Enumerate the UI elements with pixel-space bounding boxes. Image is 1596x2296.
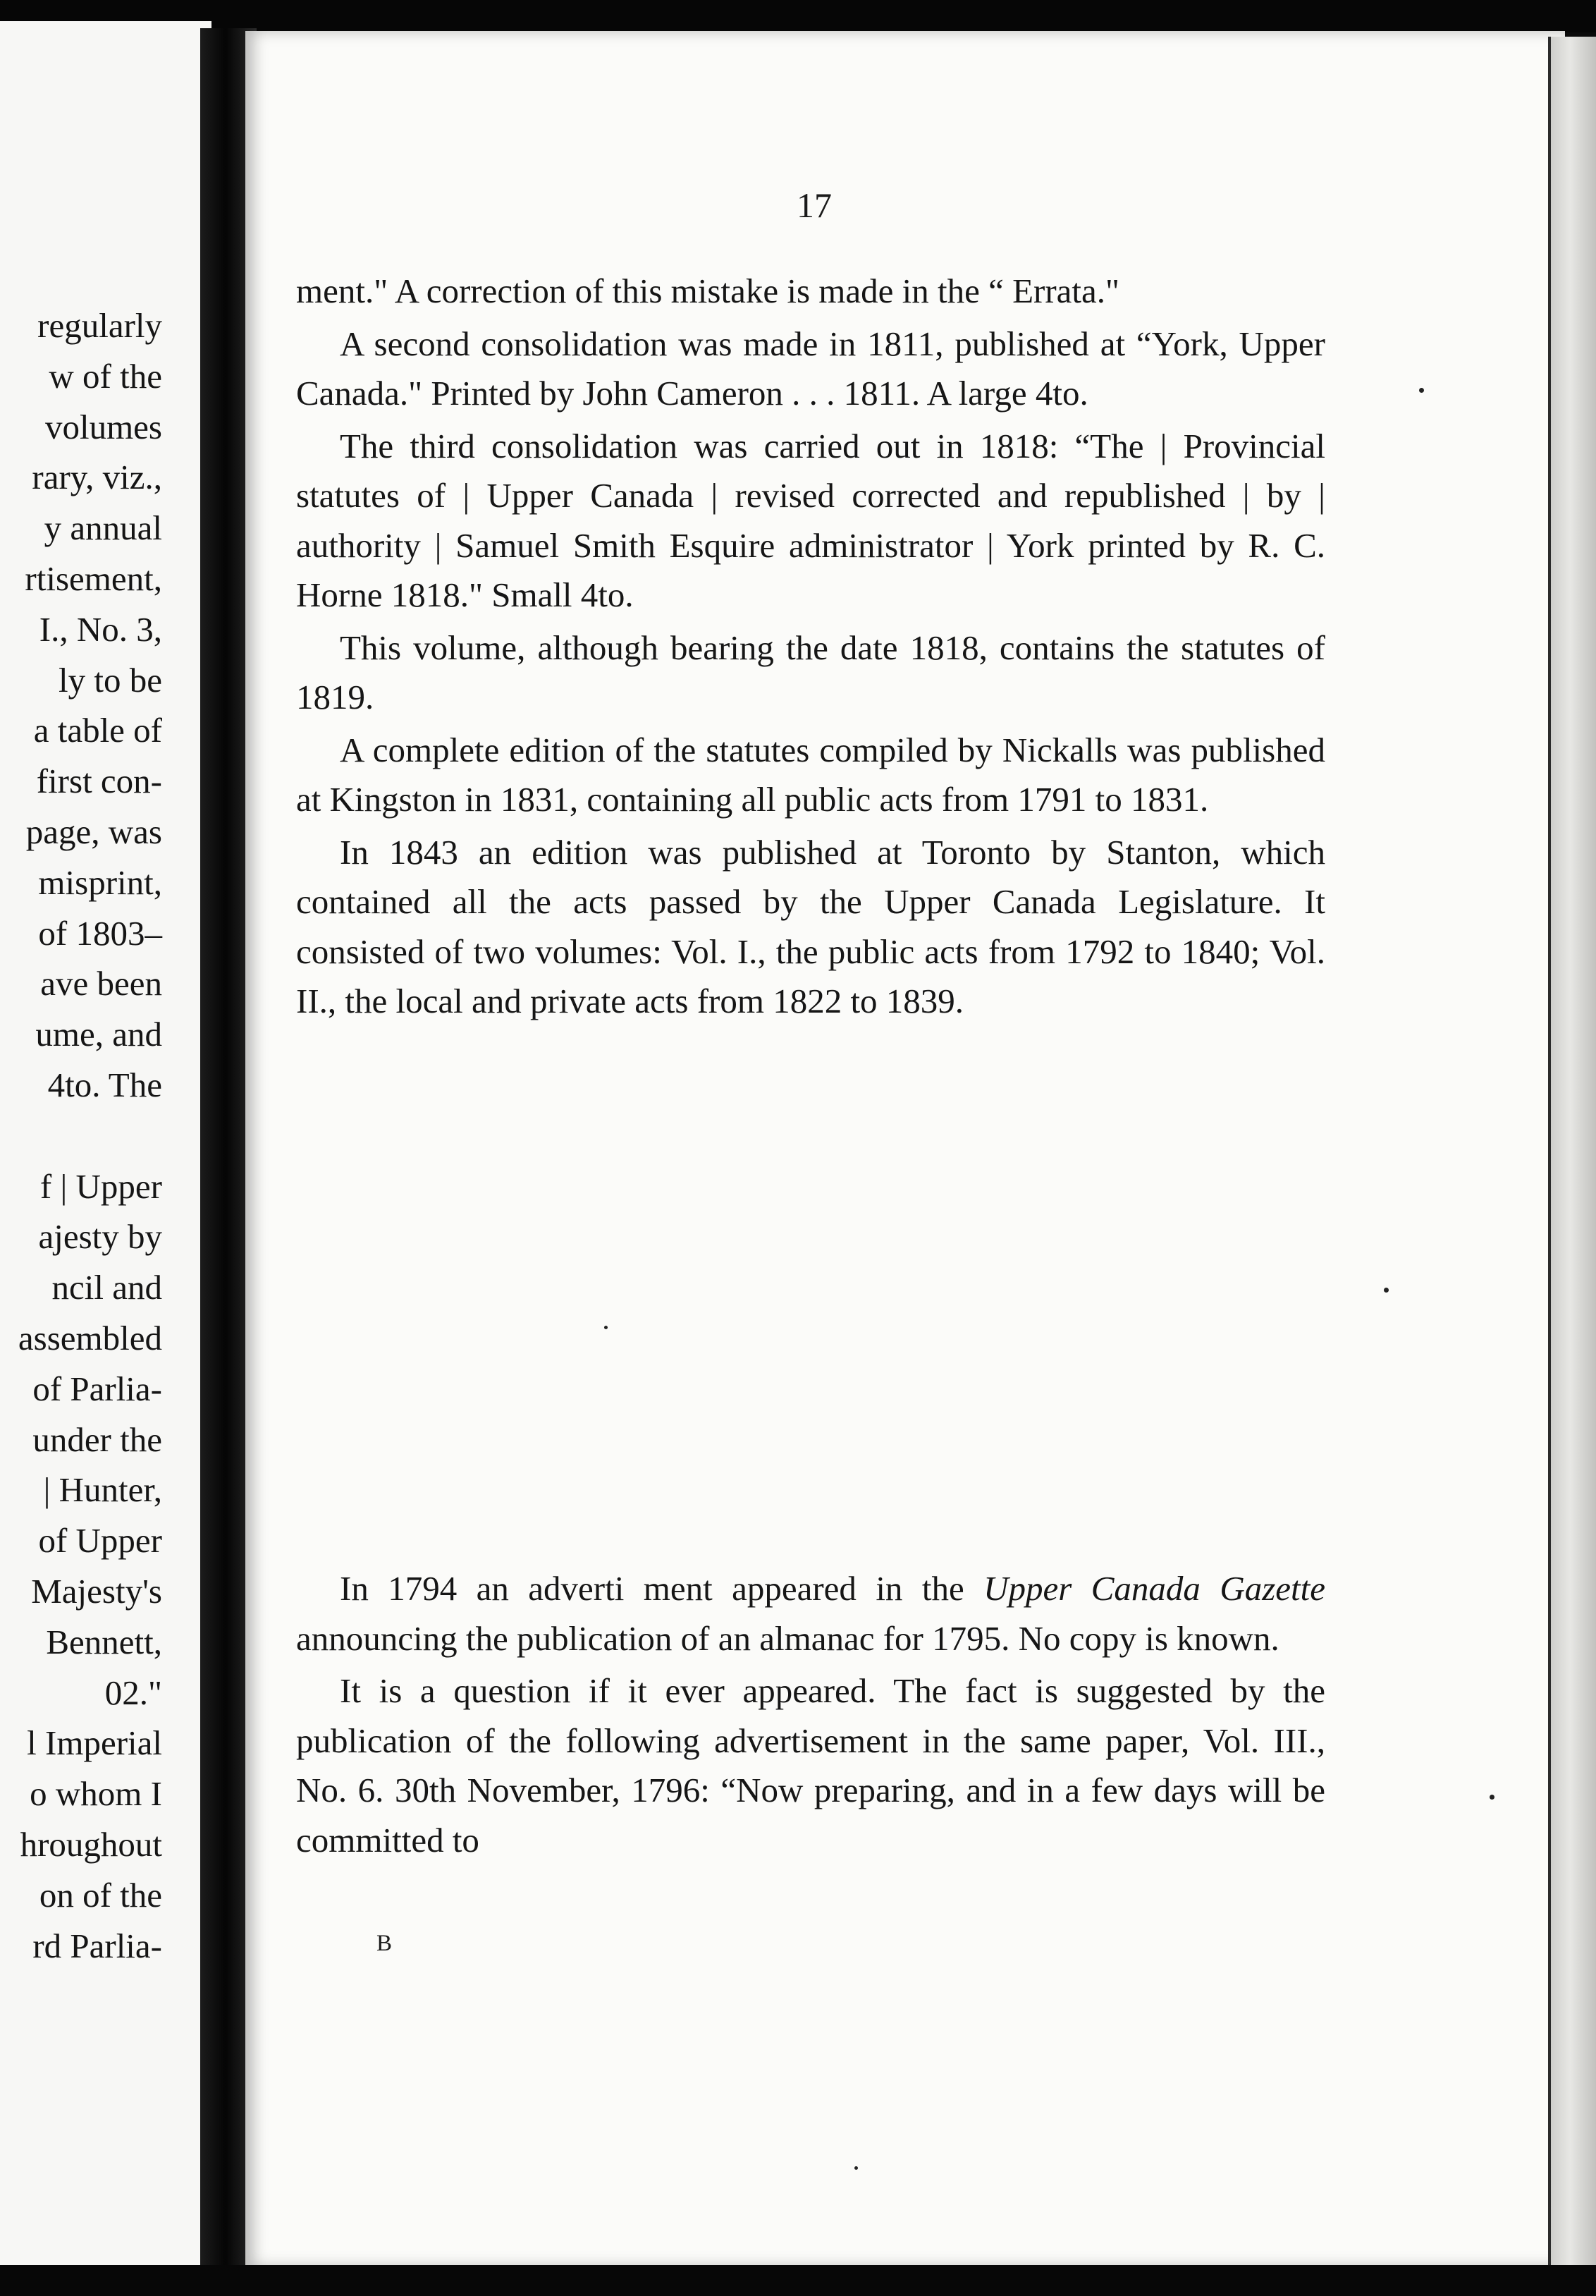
paragraph-third-consolidation: The third consolidation was carried out in 1818: “The | Provincial statutes of | Upper Canada | revised corrected and republished | by | authority | Samuel Smith Esquire administrator | York printed by R. C. Horne 1818." Small 4to. bbox=[296, 426, 1325, 614]
paragraph-advertisement-question: It is a question if it ever appeared. The fact is suggested by the publication of the following advertisement in the same paper, Vol. III., No. 6. 30th November, 1796: “Now preparing, and in a few days will be committed to bbox=[296, 1671, 1325, 1860]
left-page-line: regularly bbox=[37, 306, 162, 345]
left-page-line: misprint, bbox=[38, 862, 162, 902]
left-page-line: assembled bbox=[18, 1318, 162, 1357]
paragraph-almanac-1795 bbox=[296, 1564, 1325, 1663]
right-page-edge bbox=[1548, 37, 1596, 2268]
left-page-line: page, was bbox=[25, 812, 162, 851]
left-page-line: a table of bbox=[33, 711, 162, 750]
left-page-line: l Imperial bbox=[27, 1723, 162, 1763]
left-page-line: of Upper bbox=[38, 1521, 162, 1561]
left-page-line: rtisement, bbox=[25, 558, 162, 598]
left-page-line: y annual bbox=[44, 508, 162, 548]
paragraph-second-consolidation: A second consolidation was made in 1811, published at “York, Upper Canada." Printed by John Cameron . . . 1811. A large 4to. bbox=[296, 324, 1325, 413]
left-page-line: of 1803– bbox=[38, 913, 162, 953]
almanac-text-start: In 1794 an adverti ment appeared in the bbox=[340, 1569, 964, 1608]
left-page-line: Bennett, bbox=[46, 1622, 162, 1661]
left-page-line bbox=[0, 1111, 162, 1161]
left-page-line: rary, viz., bbox=[32, 458, 162, 497]
left-page-line: rd Parlia- bbox=[32, 1926, 162, 1965]
scan-speck bbox=[854, 2166, 858, 2170]
left-page-text bbox=[0, 300, 162, 1971]
left-page-line: first con- bbox=[36, 762, 162, 801]
left-page-line: f | Upper bbox=[39, 1166, 162, 1206]
left-page-line: hroughout bbox=[20, 1824, 162, 1864]
left-page-line: volumes bbox=[44, 407, 162, 446]
left-page-line: of Parlia- bbox=[32, 1369, 162, 1408]
paragraph-errata: ment." A correction of this mistake is made in the “ Errata." bbox=[296, 271, 1120, 310]
left-page-line: on of the bbox=[39, 1875, 162, 1915]
scan-speck bbox=[1490, 1795, 1494, 1800]
left-page-line: ly to be bbox=[59, 660, 162, 700]
text-block-lower bbox=[296, 1564, 1325, 1868]
text-block-upper bbox=[296, 267, 1325, 1030]
left-page-line: 4to. The bbox=[47, 1065, 162, 1104]
left-page-line: I., No. 3, bbox=[39, 609, 162, 649]
scan-speck bbox=[604, 1326, 608, 1329]
page-number: 17 bbox=[797, 185, 832, 225]
gazette-title: Upper Canada Gazette bbox=[983, 1569, 1326, 1608]
left-page-line: ume, and bbox=[35, 1015, 162, 1054]
left-page-line: ave been bbox=[40, 964, 162, 1003]
bottom-scan-border bbox=[0, 2265, 1596, 2296]
left-page-line: under the bbox=[32, 1419, 162, 1459]
left-page-line: w of the bbox=[49, 356, 162, 396]
scan-speck bbox=[1419, 388, 1424, 393]
left-page-line: o whom I bbox=[30, 1774, 162, 1814]
paragraph-1818-volume: This volume, although bearing the date 1818, contains the statutes of 1819. bbox=[296, 628, 1325, 716]
left-page-line: ajesty by bbox=[38, 1217, 162, 1257]
paragraph-nickalls-edition: A complete edition of the statutes compiled by Nickalls was published at Kingston in 1831, containing all public acts from 1791 to 1831. bbox=[296, 730, 1325, 819]
left-page-line: ncil and bbox=[51, 1268, 162, 1307]
left-page-line: | Hunter, bbox=[43, 1470, 162, 1510]
scan-speck bbox=[1384, 1288, 1389, 1293]
paragraph-stanton-edition: In 1843 an edition was published at Toronto by Stanton, which contained all the acts passed by the Upper Canada Legislature. It consisted of two volumes: Vol. I., the public acts from 1792 to 1840; Vol. II., the local and private acts from 1822 to 1839. bbox=[296, 832, 1325, 1020]
left-page-line: 02." bbox=[104, 1673, 162, 1712]
left-page-line: Majesty's bbox=[31, 1571, 162, 1611]
almanac-text-end: announcing the publication of an almanac for 1795. No copy is known. bbox=[296, 1618, 1279, 1658]
signature-mark: B bbox=[376, 1931, 393, 1956]
left-facing-page bbox=[0, 21, 211, 2267]
